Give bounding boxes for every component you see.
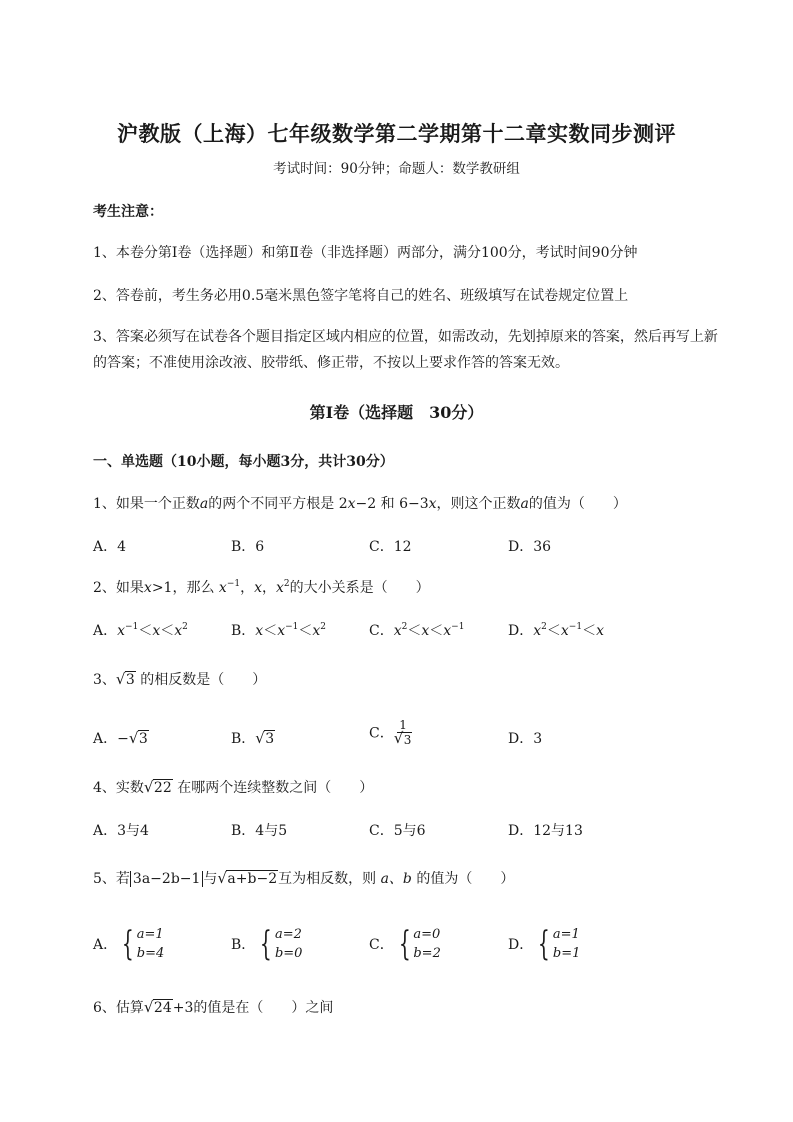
- question-4: 4、实数√ 22 在哪两个连续整数之间（ ）: [93, 777, 373, 797]
- q2-option-b: B．$x<x^{-1}<x^2$: [231, 622, 327, 639]
- notice-item-3: 3、答案必须写在试卷各个题目指定区域内相应的位置，如需改动，先划掉原来的答案，然后再写上新: [93, 329, 718, 345]
- q4-option-d: D．12与13: [508, 823, 583, 839]
- notice-item-3-cont: 的答案；不准使用涂改液、胶带纸、修正带，不按以上要求作答的答案无效。: [93, 355, 569, 371]
- q1-option-c: C．12: [369, 539, 412, 555]
- q2-option-a: A．$x^{-1}<x<x^2$: [93, 622, 188, 639]
- q5-option-a: A． { a=1 b=4: [93, 924, 165, 964]
- section-title: 第I卷（选择题 30分）: [309, 403, 484, 422]
- q5-option-c: C． { a=0 b=2: [369, 924, 441, 964]
- question-3: 3、√ 3 的相反数是（ ）: [93, 669, 266, 689]
- q4-option-c: C．5与6: [369, 823, 426, 839]
- question-2: 2、如果x>1，那么 $x^{-1}$，x，$x^2$的大小关系是（ ）: [93, 579, 430, 596]
- notice-item-1: 1、本卷分第I卷（选择题）和第Ⅱ卷（非选择题）两部分，满分100分，考试时间90分钟: [93, 245, 638, 261]
- q3-option-b: B．√ 3: [231, 728, 275, 748]
- q5-option-d: D． { a=1 b=1: [508, 924, 581, 964]
- q3-option-d: D．3: [508, 731, 543, 747]
- page-title: 沪教版（上海）七年级数学第二学期第十二章实数同步测评: [117, 121, 676, 146]
- q3-option-a: A．−√ 3: [93, 728, 149, 748]
- q1-option-b: B．6: [231, 539, 265, 555]
- exam-subtitle: 考试时间：90分钟；命题人：数学教研组: [273, 161, 520, 177]
- notice-heading: 考生注意：: [93, 204, 163, 220]
- q5-option-b: B． { a=2 b=0: [231, 924, 303, 964]
- notice-item-2: 2、答卷前，考生务必用0.5毫米黑色签字笔将自己的姓名、班级填写在试卷规定位置上: [93, 288, 629, 304]
- q2-option-d: D．$x^2<x^{-1}<x$: [508, 622, 604, 639]
- q4-option-a: A．3与4: [93, 823, 149, 839]
- question-5: 5、若 3a−2b−1 与√ a+b−2互为相反数，则 a、b 的值为（ ）: [93, 868, 514, 888]
- q2-option-c: C．$x^2<x<x^{-1}$: [369, 622, 465, 639]
- question-6: 6、估算√ 24+3的值是在（ ）之间: [93, 997, 333, 1017]
- q3-option-c: C． 1 √ 3: [369, 718, 412, 747]
- q1-option-d: D．36: [508, 539, 552, 555]
- question-1: 1、如果一个正数a的两个不同平方根是 2x−2 和 6−3x，则这个正数a的值为（ ）: [93, 496, 627, 512]
- part-heading: 一、单选题（10小题，每小题3分，共计30分）: [93, 454, 394, 470]
- q4-option-b: B．4与5: [231, 823, 288, 839]
- q1-option-a: A．4: [93, 539, 127, 555]
